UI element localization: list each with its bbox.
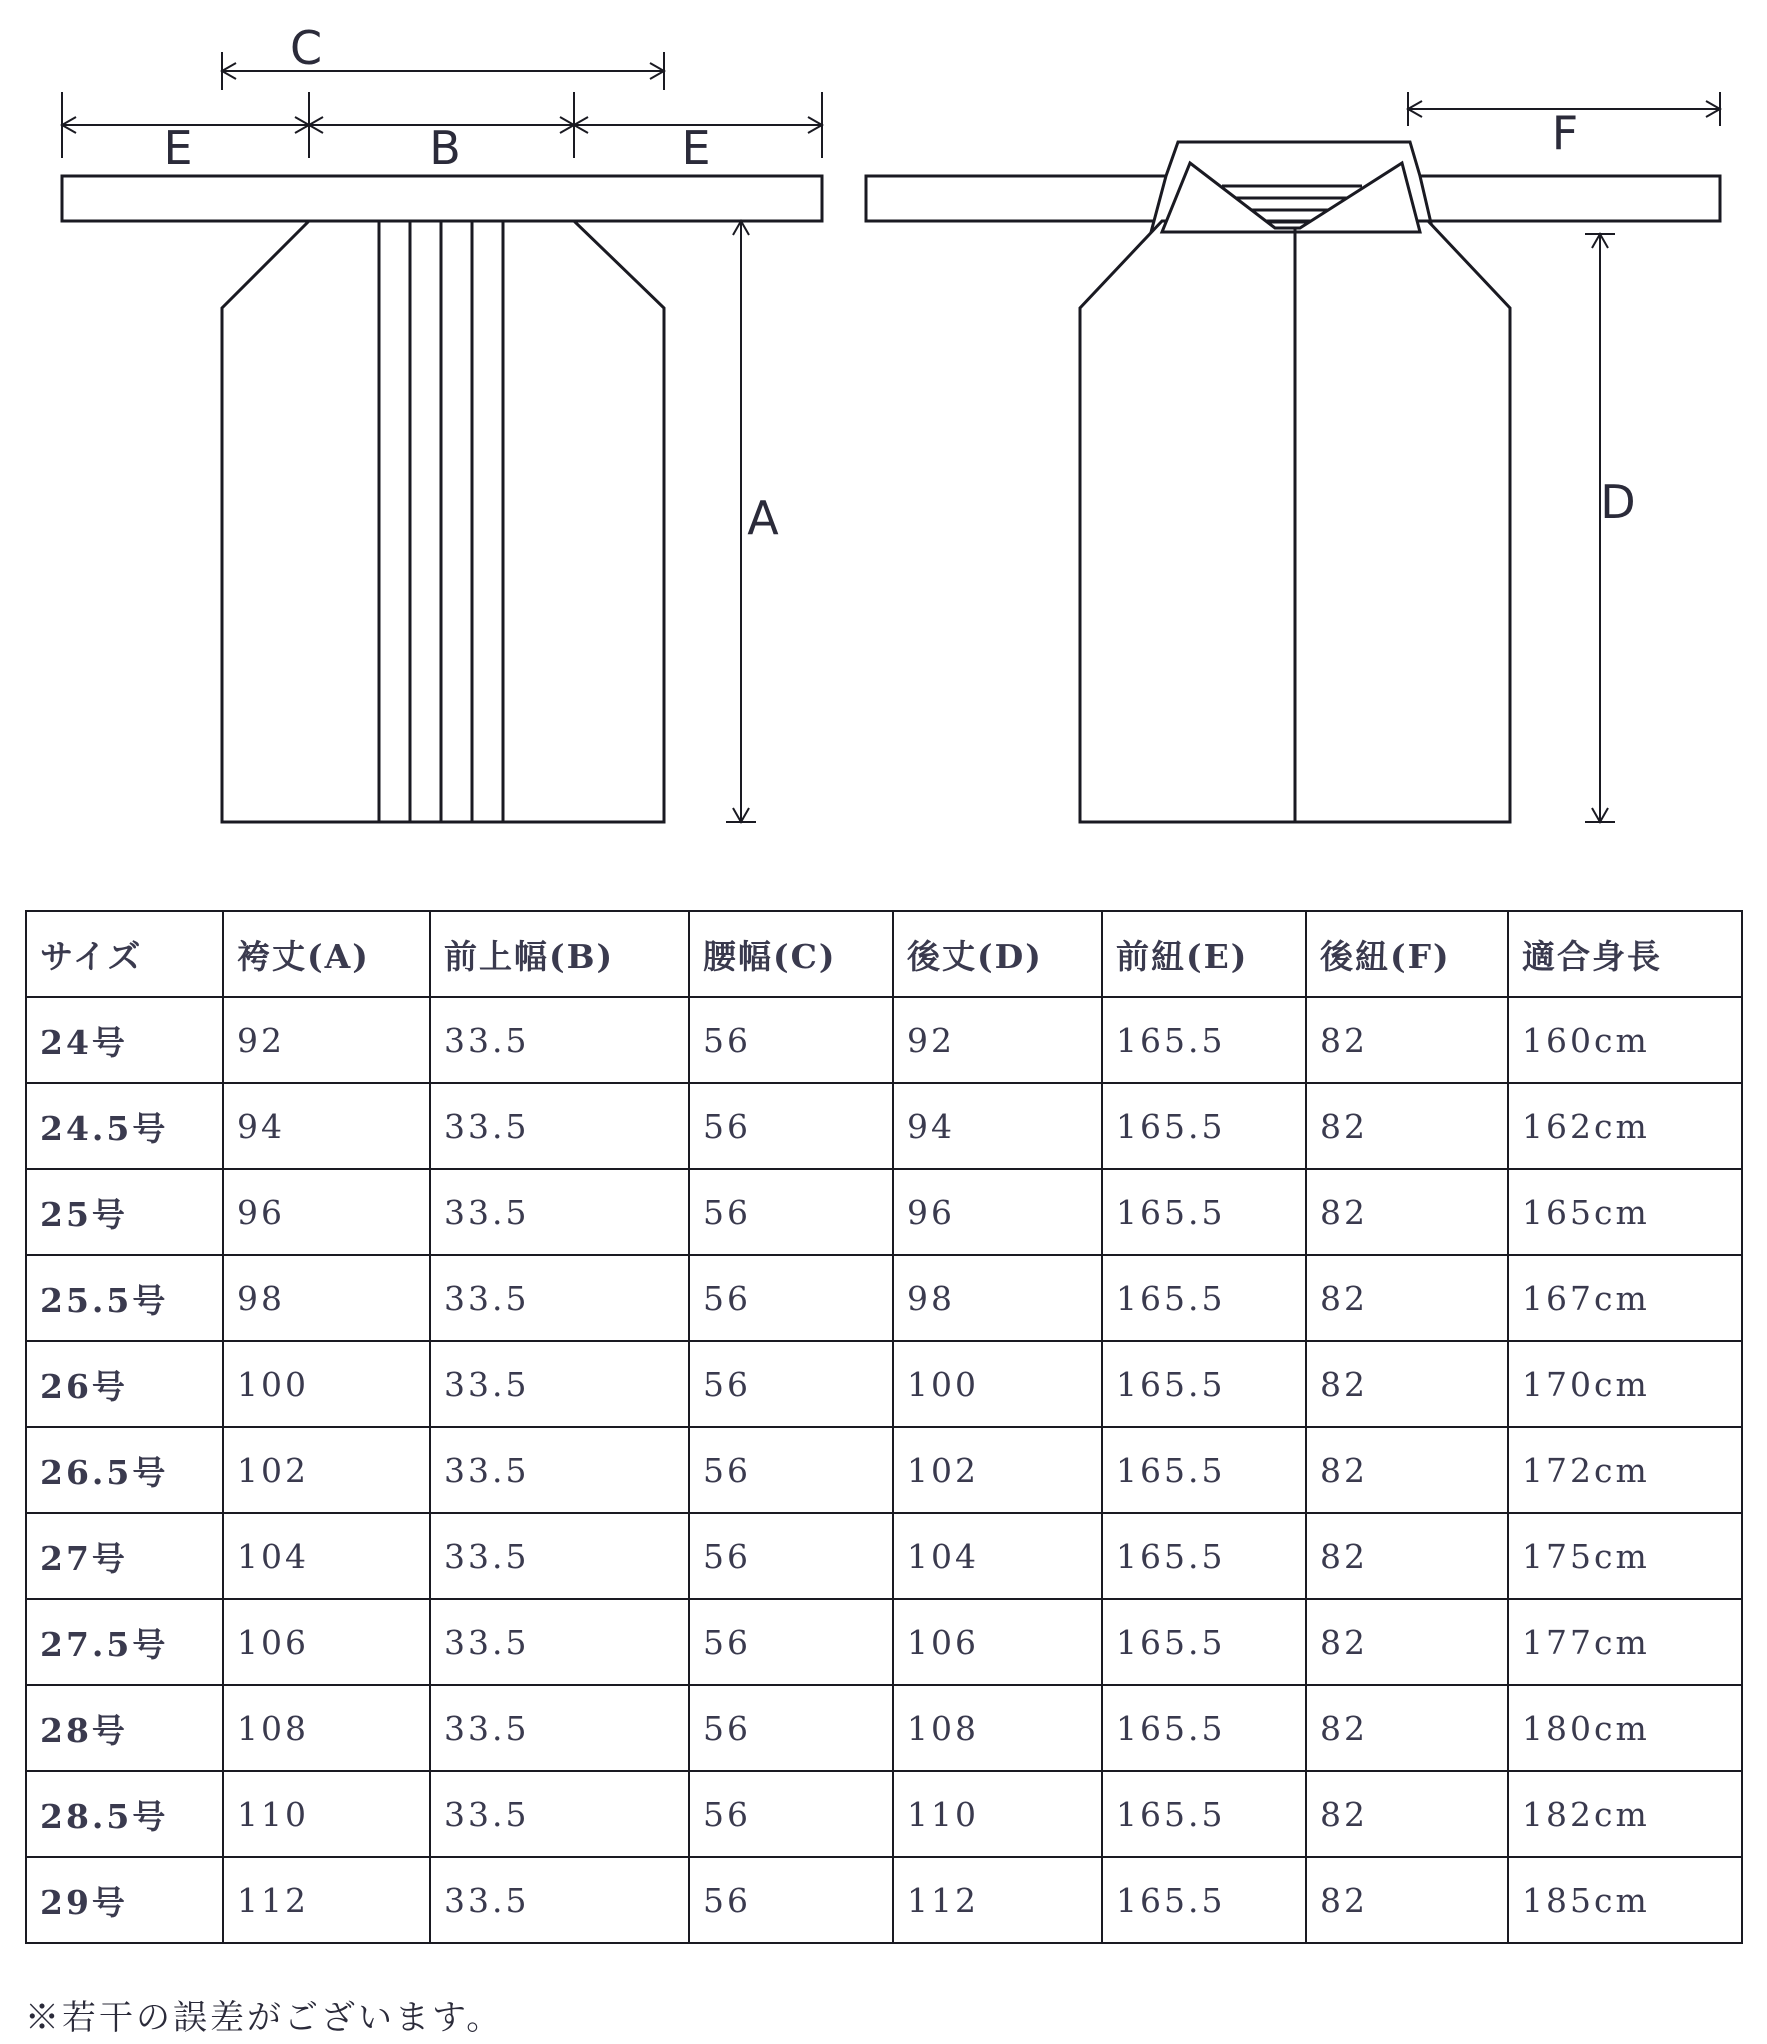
table-cell: 82 (1306, 1685, 1508, 1771)
table-cell: 165.5 (1102, 997, 1306, 1083)
label-c: C (289, 21, 323, 75)
table-cell: 100 (893, 1341, 1102, 1427)
table-cell: 33.5 (430, 1427, 689, 1513)
table-row (26, 1685, 1742, 1771)
table-cell: 102 (893, 1427, 1102, 1513)
header-front-cord: 前紐(E) (1102, 911, 1306, 997)
table-row (26, 1341, 1742, 1427)
table-cell: 165.5 (1102, 1599, 1306, 1685)
table-cell: 165.5 (1102, 1685, 1306, 1771)
front-body (222, 221, 664, 822)
table-cell: 82 (1306, 1083, 1508, 1169)
table-cell: 108 (893, 1685, 1102, 1771)
label-f: F (1551, 106, 1579, 160)
table-cell: 100 (223, 1341, 430, 1427)
table-cell: 185cm (1508, 1857, 1742, 1943)
footnote: ※若干の誤差がございます。 (25, 1998, 504, 2038)
table-cell: 160cm (1508, 997, 1742, 1083)
table-cell: 94 (223, 1083, 430, 1169)
table-cell: 33.5 (430, 1685, 689, 1771)
table-row (26, 1599, 1742, 1685)
size-cell: 27.5号 (26, 1599, 223, 1685)
table-cell: 98 (223, 1255, 430, 1341)
table-cell: 162cm (1508, 1083, 1742, 1169)
table-cell: 104 (223, 1513, 430, 1599)
table-cell: 96 (223, 1169, 430, 1255)
label-b: B (429, 121, 461, 175)
label-d: D (1600, 475, 1636, 529)
table-cell: 56 (689, 997, 893, 1083)
front-view (62, 21, 822, 822)
table-header-row (26, 911, 1742, 997)
size-cell: 27号 (26, 1513, 223, 1599)
table-row (26, 997, 1742, 1083)
label-e-left: E (163, 121, 193, 175)
header-front-top-width: 前上幅(B) (430, 911, 689, 997)
table-cell: 102 (223, 1427, 430, 1513)
label-a: A (747, 491, 779, 545)
table-cell: 56 (689, 1771, 893, 1857)
size-cell: 25号 (26, 1169, 223, 1255)
table-cell: 165.5 (1102, 1427, 1306, 1513)
table-cell: 56 (689, 1427, 893, 1513)
table-body (26, 997, 1742, 1943)
table-row (26, 1255, 1742, 1341)
size-cell: 24号 (26, 997, 223, 1083)
table-cell: 177cm (1508, 1599, 1742, 1685)
header-size: サイズ (26, 911, 223, 997)
table-cell: 33.5 (430, 1341, 689, 1427)
table-cell: 33.5 (430, 1083, 689, 1169)
table-cell: 82 (1306, 1513, 1508, 1599)
table-cell: 96 (893, 1169, 1102, 1255)
table-cell: 82 (1306, 1427, 1508, 1513)
table-cell: 82 (1306, 1255, 1508, 1341)
table-row (26, 1513, 1742, 1599)
table-cell: 33.5 (430, 1513, 689, 1599)
table-cell: 56 (689, 1513, 893, 1599)
table-row (26, 1857, 1742, 1943)
table-cell: 56 (689, 1083, 893, 1169)
table-cell: 56 (689, 1341, 893, 1427)
table-cell: 112 (893, 1857, 1102, 1943)
front-waistband (62, 176, 822, 221)
table-cell: 112 (223, 1857, 430, 1943)
table-cell: 33.5 (430, 1255, 689, 1341)
header-back-length: 後丈(D) (893, 911, 1102, 997)
table-cell: 165.5 (1102, 1341, 1306, 1427)
table-cell: 56 (689, 1255, 893, 1341)
table-cell: 56 (689, 1685, 893, 1771)
header-waist-width: 腰幅(C) (689, 911, 893, 997)
table-cell: 165.5 (1102, 1513, 1306, 1599)
hakama-diagram (0, 0, 1767, 880)
table-cell: 170cm (1508, 1341, 1742, 1427)
back-view (866, 92, 1720, 822)
table-cell: 56 (689, 1857, 893, 1943)
size-cell: 26号 (26, 1341, 223, 1427)
size-cell: 29号 (26, 1857, 223, 1943)
table-row (26, 1083, 1742, 1169)
table-cell: 165.5 (1102, 1169, 1306, 1255)
size-cell: 24.5号 (26, 1083, 223, 1169)
table-cell: 82 (1306, 1341, 1508, 1427)
table-cell: 82 (1306, 1169, 1508, 1255)
table-cell: 106 (893, 1599, 1102, 1685)
table-cell: 104 (893, 1513, 1102, 1599)
header-hakama-length: 袴丈(A) (223, 911, 430, 997)
table-cell: 98 (893, 1255, 1102, 1341)
table-cell: 33.5 (430, 1771, 689, 1857)
table-cell: 110 (223, 1771, 430, 1857)
table-cell: 94 (893, 1083, 1102, 1169)
table-cell: 33.5 (430, 1857, 689, 1943)
table-cell: 182cm (1508, 1771, 1742, 1857)
table-row (26, 1169, 1742, 1255)
table-cell: 56 (689, 1169, 893, 1255)
table-cell: 92 (223, 997, 430, 1083)
table-cell: 165.5 (1102, 1771, 1306, 1857)
table-cell: 82 (1306, 1599, 1508, 1685)
table-cell: 56 (689, 1599, 893, 1685)
table-cell: 82 (1306, 1857, 1508, 1943)
table-cell: 165.5 (1102, 1857, 1306, 1943)
table-cell: 82 (1306, 997, 1508, 1083)
label-e-right: E (681, 121, 711, 175)
table-cell: 92 (893, 997, 1102, 1083)
table-cell: 33.5 (430, 997, 689, 1083)
table-row (26, 1427, 1742, 1513)
table-cell: 108 (223, 1685, 430, 1771)
table-cell: 110 (893, 1771, 1102, 1857)
header-suitable-height: 適合身長 (1508, 911, 1742, 997)
table-cell: 33.5 (430, 1599, 689, 1685)
size-table (25, 910, 1743, 1944)
table-cell: 82 (1306, 1771, 1508, 1857)
table-cell: 167cm (1508, 1255, 1742, 1341)
table-cell: 106 (223, 1599, 430, 1685)
size-cell: 28号 (26, 1685, 223, 1771)
header-back-cord: 後紐(F) (1306, 911, 1508, 997)
table-cell: 33.5 (430, 1169, 689, 1255)
table-cell: 165.5 (1102, 1255, 1306, 1341)
table-row (26, 1771, 1742, 1857)
table-cell: 165cm (1508, 1169, 1742, 1255)
size-cell: 28.5号 (26, 1771, 223, 1857)
size-cell: 26.5号 (26, 1427, 223, 1513)
table-cell: 180cm (1508, 1685, 1742, 1771)
size-cell: 25.5号 (26, 1255, 223, 1341)
table-cell: 165.5 (1102, 1083, 1306, 1169)
table-cell: 172cm (1508, 1427, 1742, 1513)
table-cell: 175cm (1508, 1513, 1742, 1599)
